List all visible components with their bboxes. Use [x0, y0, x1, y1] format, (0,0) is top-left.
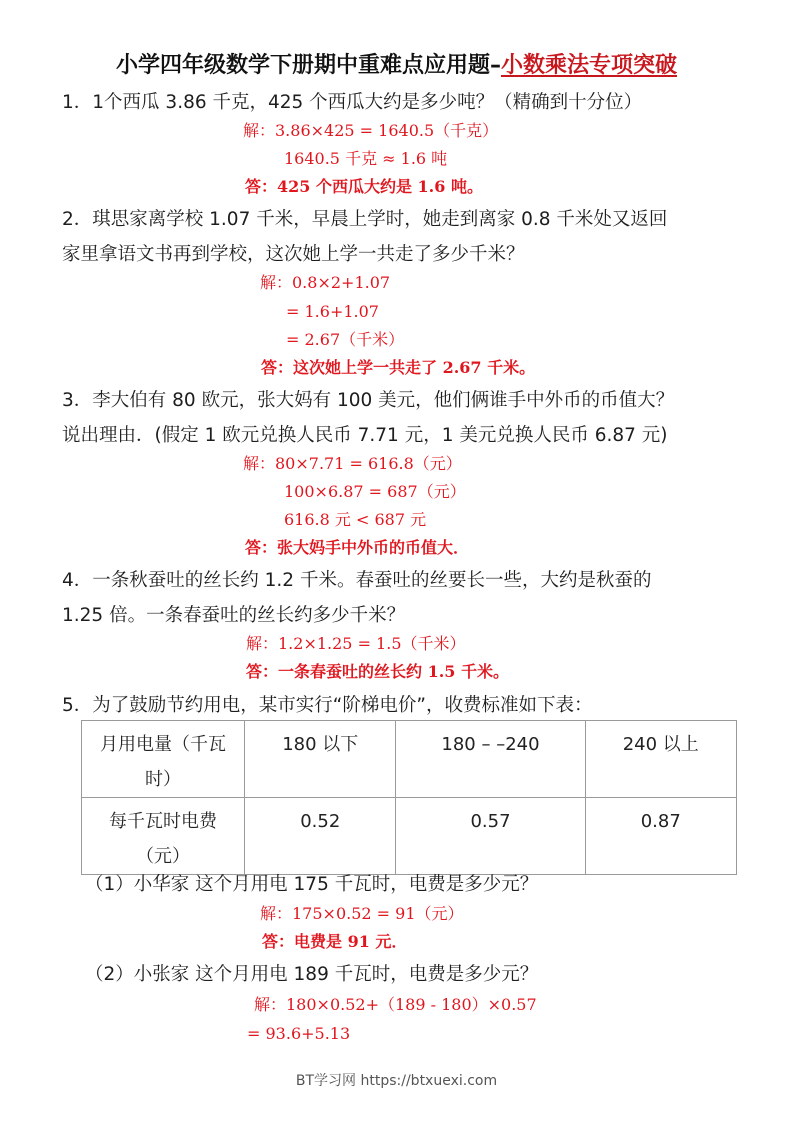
title-main: 小学四年级数学下册期中重难点应用题– — [115, 53, 501, 78]
q5-sub1-answer: 答：电费是 91 元． — [262, 932, 408, 951]
question-4-line-2: 1.25 倍。一条春蚕吐的丝长约多少千米？ — [62, 605, 406, 626]
page-title — [0, 48, 793, 79]
table-cell: 月用电量（千瓦时） — [82, 721, 245, 798]
title-highlight: 小数乘法专项突破 — [501, 53, 678, 78]
q2-solution-2: = 1.6+1.07 — [286, 302, 379, 321]
q2-solution-1: 解：0.8×2+1.07 — [260, 273, 391, 292]
table-cell: 180 以下 — [245, 721, 396, 798]
q2-solution-3: = 2.67（千米） — [286, 330, 405, 349]
question-3-line-2: 说出理由．(假定 1 欧元兑换人民币 7.71 元，1 美元兑换人民币 6.87 元) — [62, 425, 668, 446]
q5-sub1-solution: 解：175×0.52 = 91（元） — [260, 904, 464, 923]
table-cell: 0.87 — [585, 798, 737, 875]
question-2-line-2: 家里拿语文书再到学校，这次她上学一共走了多少千米？ — [62, 244, 525, 265]
q1-answer: 答：425 个西瓜大约是 1.6 吨。 — [245, 177, 483, 196]
footer-watermark: BT学习网 https://btxuexi.com — [295, 1073, 498, 1089]
q2-answer: 答：这次她上学一共走了 2.67 千米。 — [261, 358, 536, 377]
q5-sub2-solution-2: = 93.6+5.13 — [247, 1024, 351, 1043]
question-2-line-1: 2．琪思家离学校 1.07 千米，早晨上学时，她走到离家 0.8 千米处又返回 — [62, 209, 668, 230]
table-row — [82, 798, 737, 875]
q3-solution-2: 100×6.87 = 687（元） — [284, 482, 466, 501]
electricity-rate-table — [81, 720, 737, 875]
table-cell: 240 以上 — [585, 721, 737, 798]
q1-solution-1: 解：3.86×425 = 1640.5（千克） — [243, 121, 499, 140]
question-1-line-1: 1．1个西瓜 3.86 千克，425 个西瓜大约是多少吨？（精确到十分位） — [62, 92, 643, 113]
table-cell: 每千瓦时电费（元） — [82, 798, 245, 875]
question-3-line-1: 3．李大伯有 80 欧元，张大妈有 100 美元，他们俩谁手中外币的币值大？ — [62, 390, 675, 411]
q5-sub1-question: （1）小华家 这个月用电 175 千瓦时，电费是多少元？ — [85, 874, 539, 895]
table-cell: 0.57 — [396, 798, 585, 875]
q3-solution-1: 解：80×7.71 = 616.8（元） — [243, 454, 462, 473]
table-cell: 180 – –240 — [396, 721, 585, 798]
table-cell: 0.52 — [245, 798, 396, 875]
q4-answer: 答：一条春蚕吐的丝长约 1.5 千米。 — [246, 662, 509, 681]
q3-answer: 答：张大妈手中外币的币值大． — [245, 538, 470, 557]
question-5-line-1: 5．为了鼓励节约用电，某市实行“阶梯电价”，收费标准如下表： — [62, 695, 593, 716]
q1-solution-2: 1640.5 千克 ≈ 1.6 吨 — [284, 149, 448, 168]
question-4-line-1: 4．一条秋蚕吐的丝长约 1.2 千米。春蚕吐的丝要长一些，大约是秋蚕的 — [62, 570, 652, 591]
q5-sub2-question: （2）小张家 这个月用电 189 千瓦时，电费是多少元？ — [85, 964, 539, 985]
q5-sub2-solution-1: 解：180×0.52+（189 - 180）×0.57 — [254, 995, 537, 1014]
table-row — [82, 721, 737, 798]
q4-solution-1: 解：1.2×1.25 = 1.5（千米） — [246, 634, 466, 653]
q3-solution-3: 616.8 元 < 687 元 — [284, 510, 427, 529]
